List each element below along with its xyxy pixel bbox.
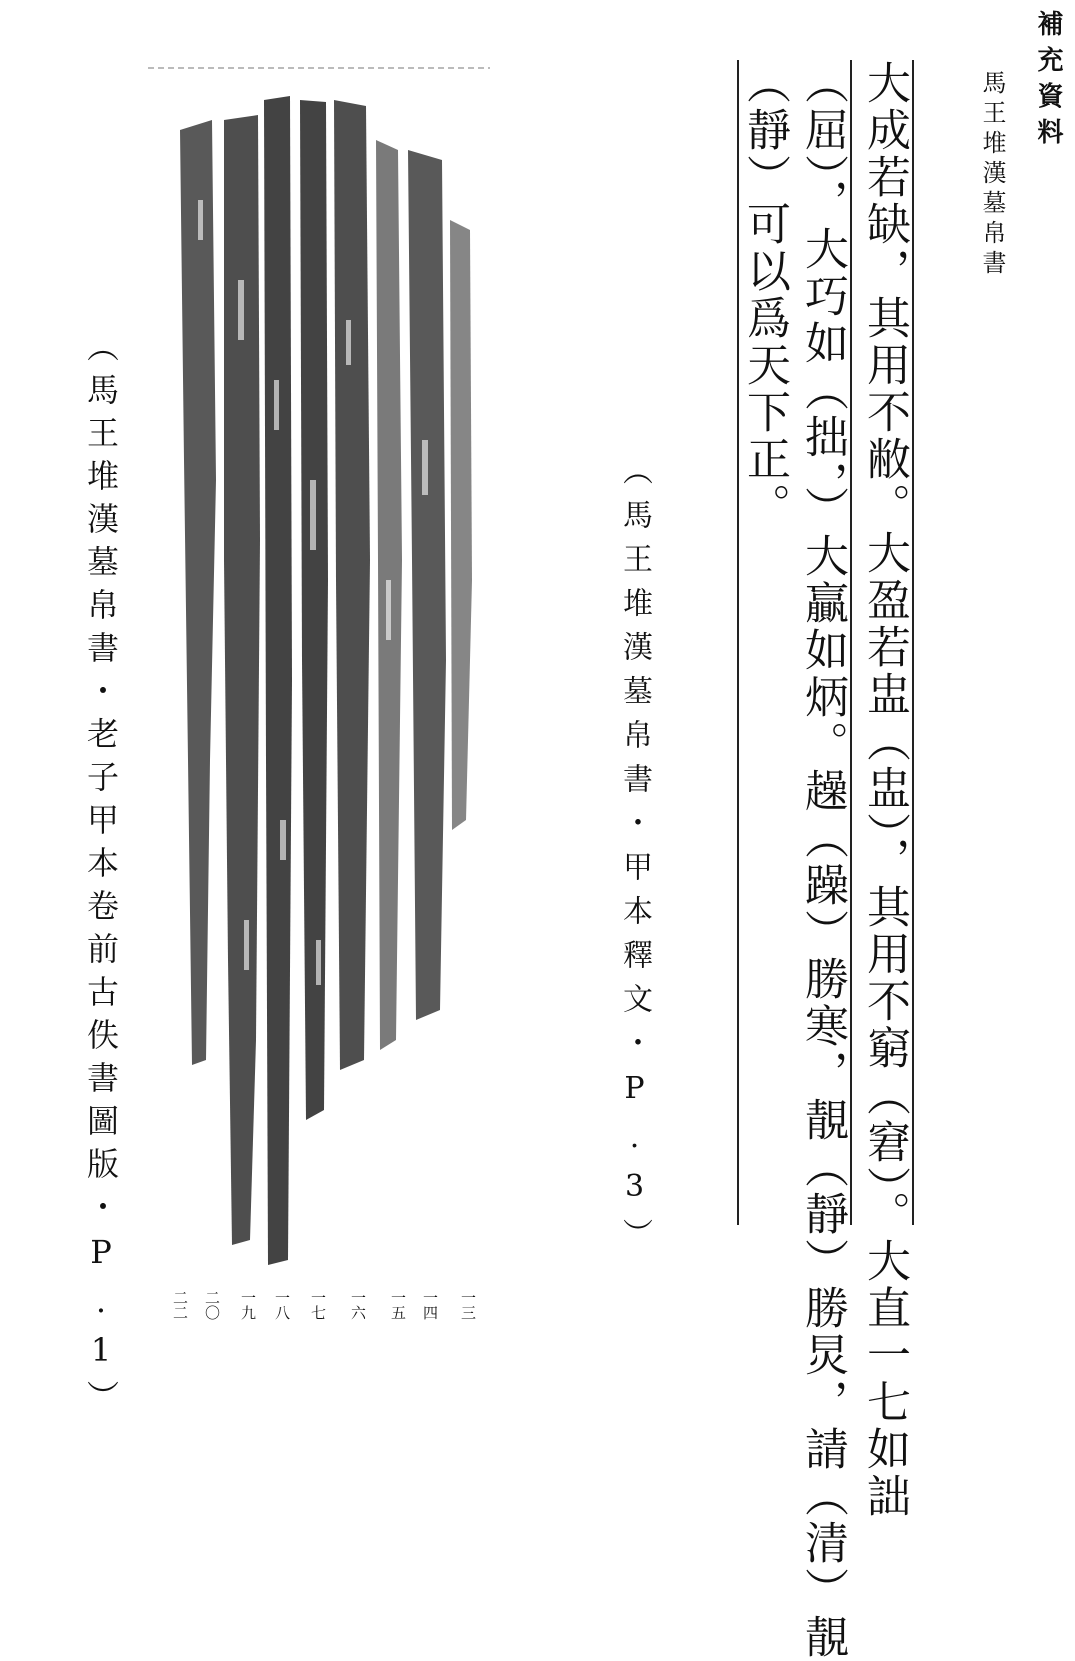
middle-divider <box>850 60 852 1225</box>
column-number: 一七 <box>309 1290 327 1320</box>
column-number: 一九 <box>239 1290 257 1320</box>
supplementary-label: 補充資料 <box>1033 10 1063 154</box>
column-number: 一八 <box>273 1290 291 1320</box>
caption-plate-source: （馬王堆漢墓帛書・老子甲本卷前古佚書圖版・P.1） <box>82 330 120 1423</box>
column-number: 二二 <box>171 1290 189 1320</box>
caption-transcription-source: （馬王堆漢墓帛書・甲本釋文・P.3） <box>617 455 652 1262</box>
transcription-column-1: 大成若缺，其用不敝。大盈若盅（盅），其用不窮（窘）。大直⼀七如詘 <box>859 60 910 1520</box>
source-title: 馬王堆漢墓帛書 <box>978 70 1006 280</box>
column-number: 二〇 <box>203 1290 221 1320</box>
column-number: 一五 <box>389 1290 407 1320</box>
column-number: 一三 <box>459 1290 477 1320</box>
column-number: 一四 <box>421 1290 439 1320</box>
column-number: 一六 <box>349 1290 367 1320</box>
silk-manuscript-image <box>140 60 500 1270</box>
transcription-column-3: （靜）可以爲天下正。 <box>739 60 790 530</box>
column-number-row <box>160 1290 490 1330</box>
transcription-column-2: （屈），大巧如（拙，）大贏如炳。趮（躁）勝寒，靚（靜）勝炅，請（清）靚 <box>797 60 848 1661</box>
right-divider <box>912 60 914 1225</box>
